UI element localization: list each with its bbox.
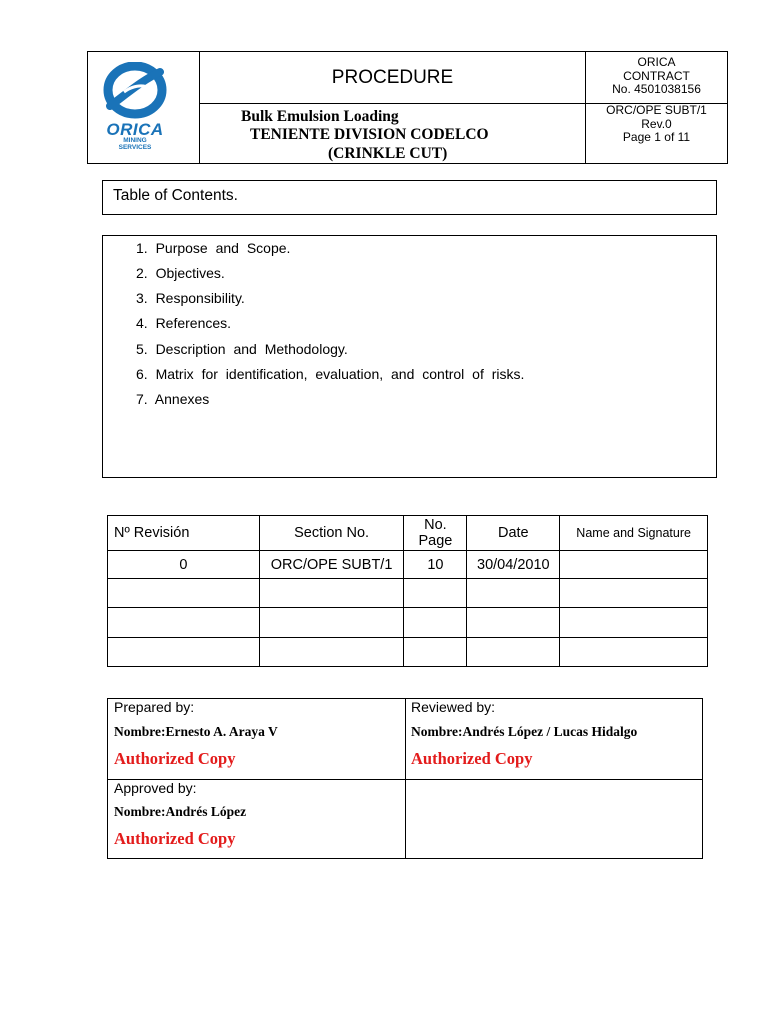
- col-header-signature: Name and Signature: [560, 516, 708, 551]
- contract-info: [586, 52, 727, 104]
- doc-type: PROCEDURE: [200, 52, 585, 104]
- approved-by-name: Nombre:Andrés López: [114, 804, 247, 819]
- cell-page: [404, 608, 467, 638]
- col-header-date: Date: [467, 516, 560, 551]
- title-cell: [200, 52, 586, 163]
- cell-section: [259, 579, 404, 608]
- signature-block: [107, 698, 703, 859]
- cell-page: 10: [404, 551, 467, 579]
- cell-section: ORC/OPE SUBT/1: [259, 551, 404, 579]
- signature-divider-horizontal: [108, 779, 702, 780]
- col-header-revision: Nº Revisión: [108, 516, 260, 551]
- toc-item: 7. Annexes: [136, 391, 210, 407]
- doc-title-line-3: (CRINKLE CUT): [328, 145, 448, 162]
- table-header-row: [108, 516, 708, 551]
- cell-page: [404, 638, 467, 667]
- approved-by-status: Authorized Copy: [114, 829, 236, 848]
- doc-code: ORC/OPE SUBT/1: [606, 103, 707, 117]
- cell-signature: [560, 551, 708, 579]
- toc-item: 6. Matrix for identification, evaluation, and control of risks.: [136, 366, 525, 382]
- cell-signature: [560, 579, 708, 608]
- doc-code-info: [586, 104, 727, 163]
- cell-signature: [560, 608, 708, 638]
- approved-by-label: Approved by:: [114, 780, 197, 796]
- reviewed-by-name: Nombre:Andrés López / Lucas Hidalgo: [411, 724, 638, 739]
- logo-wordmark: ORICA: [106, 120, 164, 139]
- cell-date: [467, 608, 560, 638]
- toc-item: 5. Description and Methodology.: [136, 341, 348, 357]
- contract-number: No. 4501038156: [612, 82, 701, 96]
- cell-revision: [108, 608, 260, 638]
- table-row: [108, 608, 708, 638]
- cell-revision: [108, 638, 260, 667]
- cell-revision: [108, 579, 260, 608]
- cell-date: [467, 638, 560, 667]
- doc-title-line-1: Bulk Emulsion Loading: [241, 108, 399, 125]
- toc-item: 3. Responsibility.: [136, 290, 245, 306]
- document-header: [87, 51, 728, 164]
- info-cell: [586, 52, 727, 163]
- orica-logo-icon: [102, 62, 168, 122]
- col-header-page-line-2: Page: [418, 533, 453, 549]
- col-header-page-line-1: No.: [424, 517, 447, 533]
- toc-item: 1. Purpose and Scope.: [136, 240, 291, 256]
- cell-page: [404, 579, 467, 608]
- prepared-by-status: Authorized Copy: [114, 749, 236, 768]
- doc-revision: Rev.0: [641, 116, 672, 131]
- contract-line-1: ORICA: [637, 55, 676, 69]
- toc-item: 2. Objectives.: [136, 265, 225, 281]
- table-row: [108, 638, 708, 667]
- cell-section: [259, 608, 404, 638]
- reviewed-by-status: Authorized Copy: [411, 749, 533, 768]
- toc-list: [102, 235, 717, 478]
- cell-date: 30/04/2010: [467, 551, 560, 579]
- cell-revision: 0: [108, 551, 260, 579]
- table-row: [108, 579, 708, 608]
- cell-date: [467, 579, 560, 608]
- prepared-by-label: Prepared by:: [114, 699, 195, 715]
- cell-signature: [560, 638, 708, 667]
- logo-tagline: [110, 137, 160, 151]
- logo-cell: [88, 52, 200, 163]
- doc-title-line-2: TENIENTE DIVISION CODELCO: [250, 126, 489, 143]
- page-indicator: Page 1 of 11: [622, 130, 691, 144]
- revision-table: [107, 515, 708, 667]
- toc-item: 4. References.: [136, 315, 232, 331]
- logo-tagline-2: SERVICES: [118, 144, 152, 151]
- reviewed-by-label: Reviewed by:: [411, 699, 496, 715]
- logo-tagline-1: MINING: [123, 137, 147, 144]
- toc-title: Table of Contents.: [102, 180, 717, 215]
- prepared-by-name: Nombre:Ernesto A. Araya V: [114, 724, 278, 739]
- doc-title: [200, 104, 585, 163]
- cell-section: [259, 638, 404, 667]
- col-header-page: [404, 516, 467, 551]
- table-row: [108, 551, 708, 579]
- contract-line-2: CONTRACT: [623, 68, 690, 83]
- col-header-section: Section No.: [259, 516, 404, 551]
